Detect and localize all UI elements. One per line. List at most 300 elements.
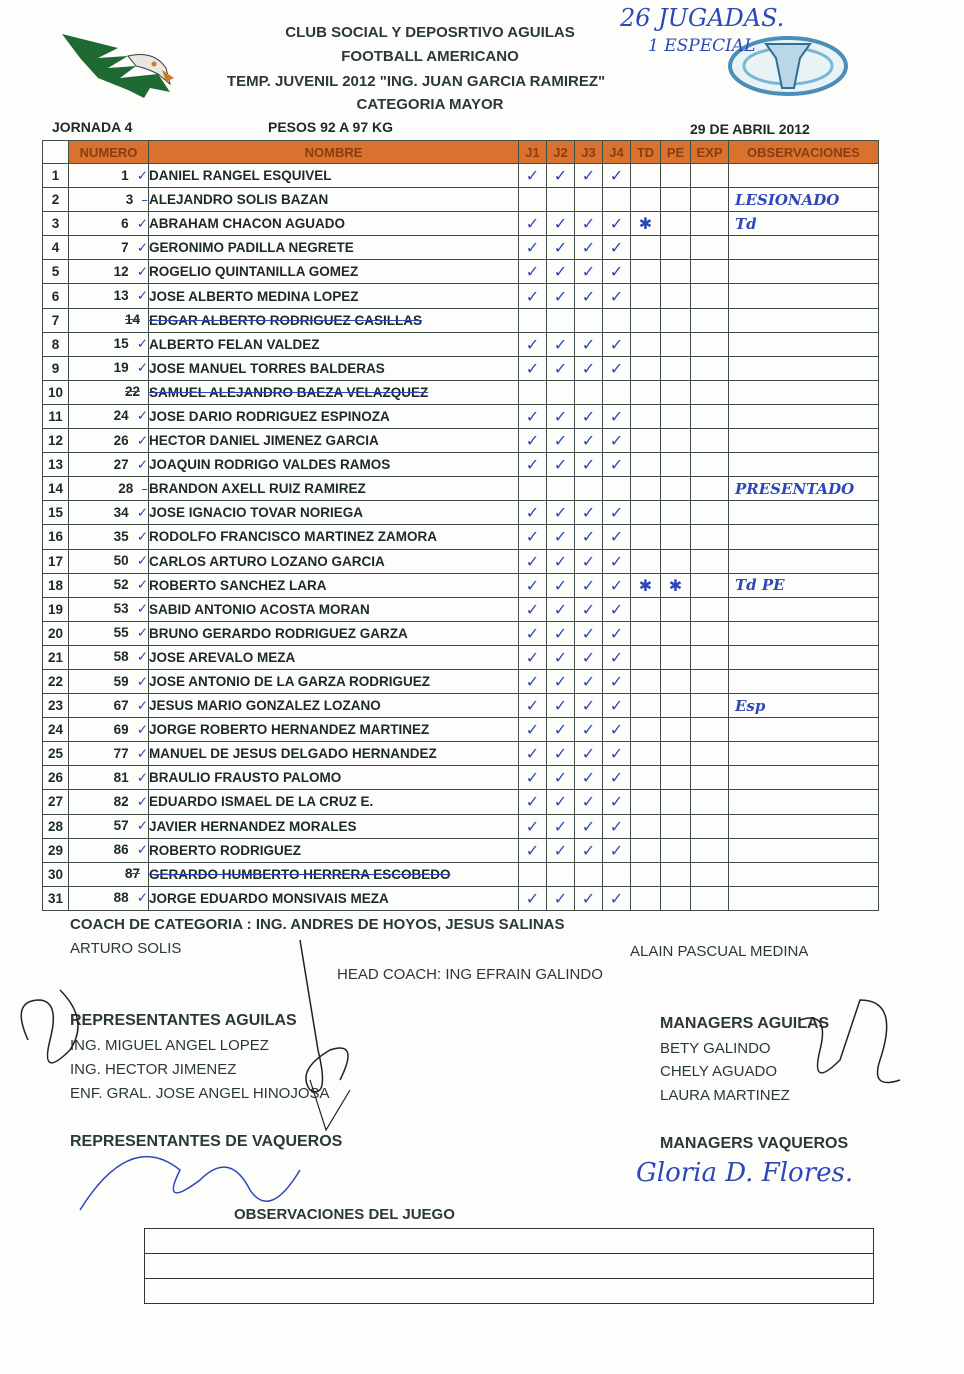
game-check-j3: ✓: [575, 814, 603, 838]
td-mark: [631, 694, 661, 718]
game-check-j3: ✓: [575, 164, 603, 188]
game-check-j1: ✓: [519, 718, 547, 742]
observation-note: [729, 865, 735, 883]
game-check-j2: ✓: [547, 356, 575, 380]
game-check-j2: ✓: [547, 404, 575, 428]
jersey-number-value: 69: [113, 721, 129, 737]
game-check-j3: ✓: [575, 549, 603, 573]
row-index: 13: [43, 453, 69, 477]
jersey-number-value: 27: [113, 456, 129, 472]
roster-table: [42, 140, 879, 911]
game-check-j2: [547, 477, 575, 501]
pe-mark: ✱: [661, 573, 691, 597]
col-exp-header: EXP: [691, 141, 729, 164]
observation-cell: [729, 525, 879, 549]
jersey-number: [69, 260, 149, 284]
pe-mark: [661, 886, 691, 910]
observation-cell: [729, 188, 879, 212]
row-index: 24: [43, 718, 69, 742]
game-check-j4: ✓: [603, 790, 631, 814]
table-row: [43, 188, 879, 212]
row-index: 5: [43, 260, 69, 284]
jersey-number: [69, 814, 149, 838]
row-index: 25: [43, 742, 69, 766]
game-check-j4: ✓: [603, 838, 631, 862]
table-row: [43, 164, 879, 188]
game-check-j4: ✓: [603, 621, 631, 645]
player-name: BRAULIO FRAUSTO PALOMO: [149, 766, 519, 790]
game-check-j1: ✓: [519, 164, 547, 188]
attendance-check-icon: ✓: [136, 890, 148, 907]
observation-note: [729, 311, 735, 329]
game-check-j3: ✓: [575, 573, 603, 597]
game-check-j2: ✓: [547, 212, 575, 236]
col-numero-header: NUMERO: [69, 141, 149, 164]
jersey-number-value: 28: [118, 480, 134, 496]
game-check-j1: [519, 380, 547, 404]
observation-note: [729, 552, 735, 570]
player-name: SAMUEL ALEJANDRO BAEZA VELAZQUEZ: [149, 380, 519, 404]
game-check-j3: ✓: [575, 525, 603, 549]
game-check-j2: ✓: [547, 814, 575, 838]
jersey-number-value: 81: [113, 769, 129, 785]
row-index: 26: [43, 766, 69, 790]
obs-line[interactable]: [145, 1279, 874, 1304]
observation-note: [729, 167, 735, 185]
game-check-j4: ✓: [603, 549, 631, 573]
pe-mark: [661, 260, 691, 284]
observaciones-box: [144, 1228, 874, 1304]
handwritten-plays-note: 26 JUGADAS.: [620, 4, 785, 32]
exp-mark: [691, 284, 729, 308]
game-check-j4: ✓: [603, 669, 631, 693]
jersey-number: [69, 212, 149, 236]
observation-cell: [729, 236, 879, 260]
observaciones-juego-title: OBSERVACIONES DEL JUEGO: [234, 1206, 455, 1223]
game-check-j4: [603, 380, 631, 404]
observation-cell: [729, 862, 879, 886]
row-index: 19: [43, 597, 69, 621]
jersey-number: [69, 380, 149, 404]
player-name: GERARDO HUMBERTO HERRERA ESCOBEDO: [149, 862, 519, 886]
observation-cell: [729, 718, 879, 742]
jornada-label: JORNADA 4: [52, 119, 133, 135]
game-check-j2: ✓: [547, 742, 575, 766]
jersey-number: [69, 886, 149, 910]
jersey-number-value: 67: [113, 697, 129, 713]
observation-note: [729, 287, 735, 305]
game-check-j3: ✓: [575, 694, 603, 718]
player-name: JESUS MARIO GONZALEZ LOZANO: [149, 694, 519, 718]
table-row: [43, 429, 879, 453]
row-index: 10: [43, 380, 69, 404]
game-check-j2: ✓: [547, 766, 575, 790]
table-row: [43, 380, 879, 404]
pe-mark: [661, 284, 691, 308]
game-check-j1: ✓: [519, 332, 547, 356]
obs-line[interactable]: [145, 1254, 874, 1279]
jersey-number-value: 1: [121, 167, 129, 183]
observation-cell: [729, 164, 879, 188]
td-mark: [631, 188, 661, 212]
player-name: EDUARDO ISMAEL DE LA CRUZ E.: [149, 790, 519, 814]
attendance-check-icon: ✓: [136, 432, 148, 449]
game-check-j4: ✓: [603, 164, 631, 188]
game-check-j2: [547, 862, 575, 886]
jersey-number: [69, 621, 149, 645]
table-row: [43, 669, 879, 693]
exp-mark: [691, 549, 729, 573]
game-check-j4: ✓: [603, 766, 631, 790]
pe-mark: [661, 332, 691, 356]
attendance-check-icon: ✓: [136, 577, 148, 594]
exp-mark: [691, 236, 729, 260]
pe-mark: [661, 790, 691, 814]
game-check-j3: ✓: [575, 790, 603, 814]
game-check-j1: ✓: [519, 356, 547, 380]
observation-note: [729, 648, 735, 666]
observation-note: [729, 456, 735, 474]
observation-cell: [729, 453, 879, 477]
player-name: EDGAR ALBERTO RODRIGUEZ CASILLAS: [149, 308, 519, 332]
row-index: 23: [43, 694, 69, 718]
attendance-check-icon: ✓: [136, 697, 148, 714]
player-name: JORGE EDUARDO MONSIVAIS MEZA: [149, 886, 519, 910]
row-index: 1: [43, 164, 69, 188]
game-check-j3: ✓: [575, 236, 603, 260]
jersey-number-value: 13: [113, 288, 129, 304]
td-mark: ✱: [631, 212, 661, 236]
observation-cell: [729, 380, 879, 404]
observation-note: [729, 841, 735, 859]
row-index: 21: [43, 645, 69, 669]
game-check-j4: ✓: [603, 356, 631, 380]
observation-cell: [729, 573, 879, 597]
jersey-number-value: 88: [113, 890, 129, 906]
game-check-j4: ✓: [603, 284, 631, 308]
observation-note: [729, 407, 735, 425]
game-check-j2: ✓: [547, 597, 575, 621]
table-row: [43, 525, 879, 549]
game-check-j4: ✓: [603, 597, 631, 621]
exp-mark: [691, 742, 729, 766]
observation-note: [729, 673, 735, 691]
table-row: [43, 236, 879, 260]
observation-note: [729, 745, 735, 763]
jersey-number-value: 22: [124, 384, 140, 400]
col-nombre-header: NOMBRE: [149, 141, 519, 164]
observation-cell: [729, 645, 879, 669]
game-check-j3: [575, 862, 603, 886]
exp-mark: [691, 429, 729, 453]
table-row: [43, 501, 879, 525]
jersey-number-value: 26: [113, 432, 129, 448]
jersey-number: [69, 453, 149, 477]
player-name: JOAQUIN RODRIGO VALDES RAMOS: [149, 453, 519, 477]
game-check-j1: ✓: [519, 766, 547, 790]
td-mark: [631, 453, 661, 477]
game-check-j1: ✓: [519, 501, 547, 525]
col-obs-header: OBSERVACIONES: [729, 141, 879, 164]
jersey-number: [69, 742, 149, 766]
td-mark: [631, 477, 661, 501]
observation-cell: [729, 308, 879, 332]
game-check-j4: ✓: [603, 525, 631, 549]
td-mark: [631, 501, 661, 525]
player-name: DANIEL RANGEL ESQUIVEL: [149, 164, 519, 188]
game-check-j3: ✓: [575, 886, 603, 910]
table-row: [43, 573, 879, 597]
game-check-j4: [603, 188, 631, 212]
jersey-number: [69, 597, 149, 621]
game-check-j3: ✓: [575, 212, 603, 236]
td-mark: [631, 404, 661, 428]
table-row: [43, 766, 879, 790]
observation-cell: [729, 549, 879, 573]
exp-mark: [691, 477, 729, 501]
table-row: [43, 453, 879, 477]
observation-cell: [729, 742, 879, 766]
observation-note: [729, 383, 735, 401]
row-index: 15: [43, 501, 69, 525]
col-index-header: [43, 141, 69, 164]
game-check-j1: ✓: [519, 742, 547, 766]
attendance-check-icon: –: [141, 480, 148, 497]
game-check-j3: ✓: [575, 429, 603, 453]
game-check-j4: ✓: [603, 429, 631, 453]
td-mark: [631, 236, 661, 260]
exp-mark: [691, 766, 729, 790]
game-check-j1: ✓: [519, 790, 547, 814]
td-mark: [631, 742, 661, 766]
table-row: [43, 814, 879, 838]
td-mark: [631, 525, 661, 549]
td-mark: [631, 814, 661, 838]
row-index: 6: [43, 284, 69, 308]
row-index: 20: [43, 621, 69, 645]
observation-cell: [729, 621, 879, 645]
attendance-check-icon: ✓: [136, 336, 148, 353]
exp-mark: [691, 669, 729, 693]
observation-note: [729, 504, 735, 522]
attendance-check-icon: ✓: [136, 842, 148, 859]
row-index: 27: [43, 790, 69, 814]
observation-cell: [729, 597, 879, 621]
rep-aguilas-1: ING. MIGUEL ANGEL LOPEZ: [70, 1037, 269, 1054]
col-pe-header: PE: [661, 141, 691, 164]
observation-note: [729, 432, 735, 450]
attendance-check-icon: ✓: [136, 528, 148, 545]
td-mark: [631, 862, 661, 886]
table-row: [43, 284, 879, 308]
game-check-j2: ✓: [547, 645, 575, 669]
pe-mark: [661, 477, 691, 501]
attendance-check-icon: ✓: [136, 167, 148, 184]
game-check-j2: ✓: [547, 501, 575, 525]
attendance-check-icon: ✓: [136, 649, 148, 666]
pe-mark: [661, 766, 691, 790]
jersey-number: [69, 477, 149, 501]
col-j4-header: J4: [603, 141, 631, 164]
observation-note: [729, 359, 735, 377]
observation-note: [729, 335, 735, 353]
observation-note: [729, 769, 735, 787]
jersey-number: [69, 669, 149, 693]
row-index: 7: [43, 308, 69, 332]
game-check-j1: ✓: [519, 236, 547, 260]
exp-mark: [691, 886, 729, 910]
game-check-j2: ✓: [547, 164, 575, 188]
row-index: 11: [43, 404, 69, 428]
exp-mark: [691, 332, 729, 356]
jersey-number-value: 52: [113, 577, 129, 593]
table-row: [43, 790, 879, 814]
row-index: 28: [43, 814, 69, 838]
col-j3-header: J3: [575, 141, 603, 164]
observation-note: [729, 817, 735, 835]
table-header-row: [43, 141, 879, 164]
pe-mark: [661, 718, 691, 742]
jersey-number-value: 6: [121, 215, 129, 231]
pe-mark: [661, 669, 691, 693]
pe-mark: [661, 862, 691, 886]
manager-aguilas-3: LAURA MARTINEZ: [660, 1087, 790, 1104]
game-check-j2: ✓: [547, 453, 575, 477]
pe-mark: [661, 236, 691, 260]
table-row: [43, 332, 879, 356]
game-check-j1: ✓: [519, 669, 547, 693]
exp-mark: [691, 453, 729, 477]
game-check-j3: ✓: [575, 597, 603, 621]
table-row: [43, 260, 879, 284]
player-name: JOSE ALBERTO MEDINA LOPEZ: [149, 284, 519, 308]
exp-mark: [691, 790, 729, 814]
jersey-number-value: 12: [113, 263, 129, 279]
player-name: BRANDON AXELL RUIZ RAMIREZ: [149, 477, 519, 501]
td-mark: [631, 429, 661, 453]
head-coach-line: HEAD COACH: ING EFRAIN GALINDO: [337, 966, 603, 983]
jersey-number: [69, 838, 149, 862]
pe-mark: [661, 308, 691, 332]
td-mark: [631, 669, 661, 693]
observation-cell: [729, 669, 879, 693]
td-mark: [631, 766, 661, 790]
jersey-number: [69, 790, 149, 814]
col-j1-header: J1: [519, 141, 547, 164]
game-check-j2: ✓: [547, 718, 575, 742]
row-index: 22: [43, 669, 69, 693]
rep-aguilas-title: REPRESENTANTES AGUILAS: [70, 1012, 297, 1029]
player-name: ALEJANDRO SOLIS BAZAN: [149, 188, 519, 212]
observation-note: [729, 889, 735, 907]
game-check-j3: ✓: [575, 645, 603, 669]
game-check-j2: ✓: [547, 790, 575, 814]
pe-mark: [661, 453, 691, 477]
attendance-check-icon: ✓: [136, 673, 148, 690]
game-check-j1: ✓: [519, 838, 547, 862]
jersey-number: [69, 164, 149, 188]
row-index: 3: [43, 212, 69, 236]
player-name: JOSE IGNACIO TOVAR NORIEGA: [149, 501, 519, 525]
observation-cell: [729, 790, 879, 814]
game-check-j1: ✓: [519, 525, 547, 549]
table-row: [43, 838, 879, 862]
exp-mark: [691, 838, 729, 862]
game-check-j3: ✓: [575, 621, 603, 645]
jersey-number: [69, 236, 149, 260]
exp-mark: [691, 380, 729, 404]
attendance-check-icon: ✓: [136, 769, 148, 786]
pe-mark: [661, 694, 691, 718]
pe-mark: [661, 429, 691, 453]
table-row: [43, 621, 879, 645]
attendance-check-icon: ✓: [136, 215, 148, 232]
observation-cell: [729, 332, 879, 356]
game-check-j3: ✓: [575, 669, 603, 693]
game-check-j1: [519, 862, 547, 886]
table-row: [43, 404, 879, 428]
pe-mark: [661, 597, 691, 621]
pe-mark: [661, 164, 691, 188]
observation-note: [729, 239, 735, 257]
player-name: JAVIER HERNANDEZ MORALES: [149, 814, 519, 838]
manager-vaqueros-signature: Gloria D. Flores.: [636, 1158, 854, 1188]
row-index: 4: [43, 236, 69, 260]
exp-mark: [691, 212, 729, 236]
jersey-number-value: 15: [113, 336, 129, 352]
attendance-check-icon: ✓: [136, 793, 148, 810]
exp-mark: [691, 260, 729, 284]
signature-scribbles: [0, 930, 964, 1230]
td-mark: [631, 597, 661, 621]
td-mark: [631, 164, 661, 188]
date-label: 29 DE ABRIL 2012: [690, 121, 810, 137]
category-title: CATEGORIA MAYOR: [356, 96, 504, 113]
table-row: [43, 212, 879, 236]
game-check-j3: ✓: [575, 718, 603, 742]
exp-mark: [691, 404, 729, 428]
game-check-j3: [575, 380, 603, 404]
managers-aguilas-title: MANAGERS AGUILAS: [660, 1015, 830, 1032]
jersey-number: [69, 694, 149, 718]
attendance-check-icon: ✓: [136, 601, 148, 618]
obs-line[interactable]: [145, 1229, 874, 1254]
td-mark: [631, 332, 661, 356]
pe-mark: [661, 742, 691, 766]
observation-cell: [729, 766, 879, 790]
game-check-j1: ✓: [519, 573, 547, 597]
game-check-j4: ✓: [603, 212, 631, 236]
jersey-number-value: 35: [113, 528, 129, 544]
table-row: [43, 862, 879, 886]
table-row: [43, 645, 879, 669]
player-name: BRUNO GERARDO RODRIGUEZ GARZA: [149, 621, 519, 645]
game-check-j2: ✓: [547, 621, 575, 645]
game-check-j4: [603, 477, 631, 501]
observation-note: LESIONADO: [735, 190, 840, 209]
jersey-number-value: 58: [113, 649, 129, 665]
club-title: CLUB SOCIAL Y DEPOSRTIVO AGUILAS: [285, 24, 575, 41]
manager-aguilas-1: BETY GALINDO: [660, 1040, 771, 1057]
jersey-number-value: 57: [113, 818, 129, 834]
game-check-j1: [519, 308, 547, 332]
game-check-j3: ✓: [575, 453, 603, 477]
game-check-j1: ✓: [519, 404, 547, 428]
table-row: [43, 549, 879, 573]
game-check-j4: ✓: [603, 332, 631, 356]
row-index: 31: [43, 886, 69, 910]
observation-note: Td PE: [735, 576, 785, 595]
